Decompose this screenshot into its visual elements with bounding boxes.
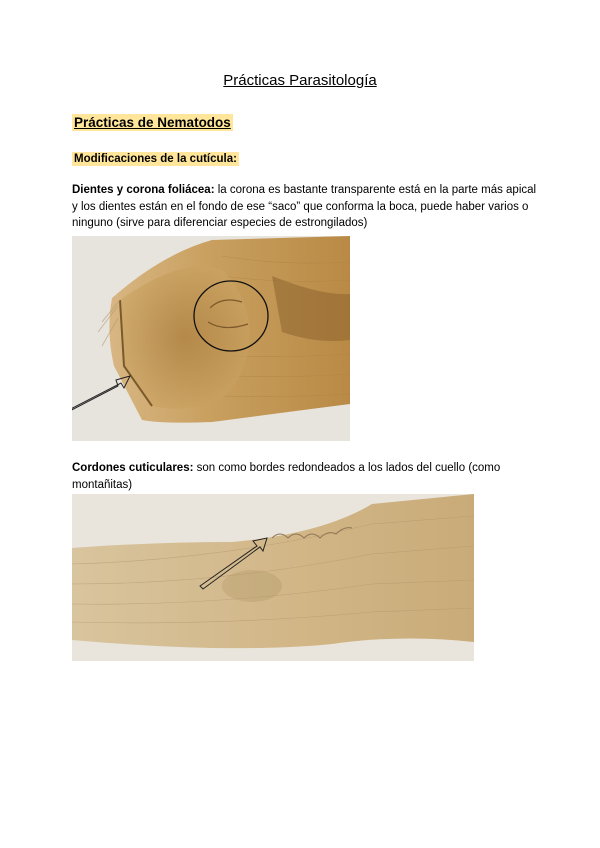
paragraph-cuticular-cords xyxy=(72,460,542,493)
section-heading: Prácticas de Nematodos xyxy=(74,115,231,130)
paragraph-term: Dientes y corona foliácea: xyxy=(72,184,215,196)
paragraph-text: son como bordes redondeados a los lados del cuello (como montañitas) xyxy=(72,462,501,491)
paragraph-teeth-corona xyxy=(72,182,542,232)
sub-heading: Modificaciones de la cutícula: xyxy=(74,153,237,165)
micrograph-cuticular-cords xyxy=(72,494,474,661)
paragraph-text: la corona es bastante transparente está en la parte más apical y los dientes están en el fondo de ese “saco” que conforma la boca, puede haber varios o ninguno (sirve para diferenciar especies de estrongilados) xyxy=(72,184,537,229)
micrograph-buccal-capsule xyxy=(72,236,350,441)
paragraph-term: Cordones cuticulares: xyxy=(72,462,194,474)
document-title: Prácticas Parasitología xyxy=(223,72,377,89)
